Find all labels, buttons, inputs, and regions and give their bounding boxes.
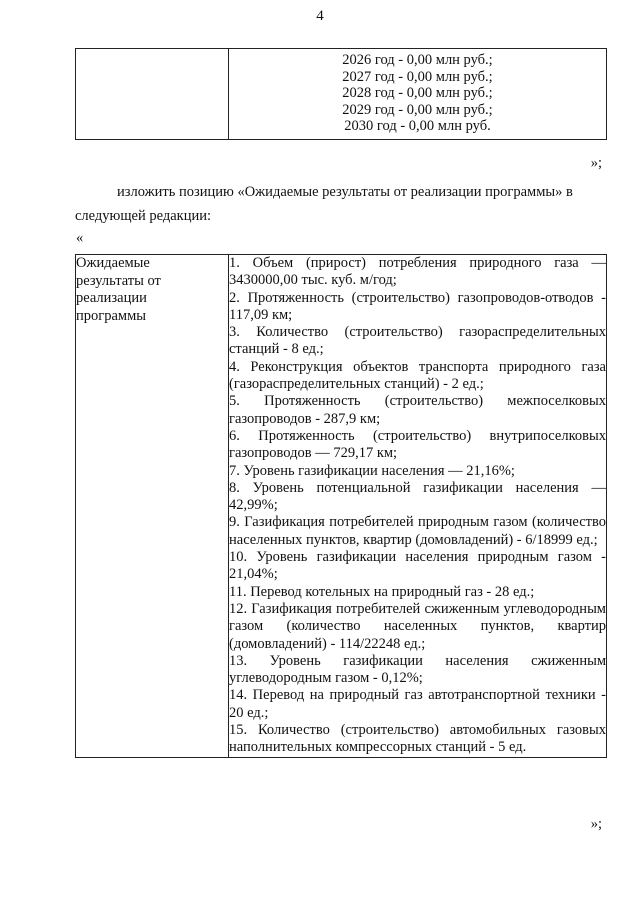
page-number: 4 [316,8,324,24]
results-label-line: Ожидаемые [76,255,150,271]
list-item: 6. Протяженность (строительство) внутрипоселковых газопроводов — 729,17 км; [229,427,606,462]
table-row [76,49,607,140]
funding-year-line: 2026 год - 0,00 млн руб.; [342,52,493,68]
list-item: 11. Перевод котельных на природный газ - 28 ед.; [229,583,535,600]
instruction-paragraph: изложить позицию «Ожидаемые результаты от реализации программы» в следующей редакции: [75,184,573,224]
funding-year-line: 2027 год - 0,00 млн руб.; [342,68,493,85]
results-list-cell [229,255,607,758]
empty-label-cell [76,49,229,140]
results-label-cell [76,255,229,758]
funding-years-list [229,49,606,139]
list-item: 7. Уровень газификации населения — 21,16%; [229,462,515,479]
closing-quote: »; [590,155,602,171]
list-item: 9. Газификация потребителей природным газом (количество населенных пунктов, квартир (домовладений) - 6/18999 ед.; [229,514,606,548]
funding-year-line: 2028 год - 0,00 млн руб.; [342,85,493,101]
list-item: 14. Перевод на природный газ автотранспортной техники - 20 ед.; [229,687,606,721]
funding-year-line: 2030 год - 0,00 млн руб. [344,118,491,134]
list-item: 1. Объем (прирост) потребления природного газа — 3430000,00 тыс. куб. м/год; [229,255,606,289]
list-item: 4. Реконструкция объектов транспорта природного газа (газораспределительных станций) - 2 ед.; [229,358,606,393]
results-table [75,254,607,758]
funding-year-line: 2029 год - 0,00 млн руб.; [342,101,493,118]
funding-table [75,48,607,140]
list-item: 3. Количество (строительство) газораспределительных станций - 8 ед.; [229,324,606,358]
results-label-line: программы [76,307,146,324]
list-item: 8. Уровень потенциальной газификации населения — 42,99%; [229,479,606,514]
results-label-line: результаты от [76,272,161,289]
list-item: 2. Протяженность (строительство) газопроводов-отводов - 117,09 км; [229,289,606,323]
results-label-line: реализации [76,290,147,306]
closing-quote: »; [590,816,602,832]
list-item: 12. Газификация потребителей сжиженным углеводородным газом (количество населенных пунктов, квартир (домовладений) - 114/22248 ед.; [229,600,606,652]
list-item: 13. Уровень газификации населения сжиженным углеводородным газом - 0,12%; [229,652,606,687]
list-item: 5. Протяженность (строительство) межпоселковых газопроводов - 287,9 км; [229,393,606,427]
table-row [76,255,607,758]
opening-quote: « [76,230,84,246]
funding-years-cell [229,49,607,140]
list-item: 15. Количество (строительство) автомобильных газовых наполнительных компрессорных станций - 5 ед. [229,722,606,756]
list-item: 10. Уровень газификации населения природным газом - 21,04%; [229,549,606,583]
